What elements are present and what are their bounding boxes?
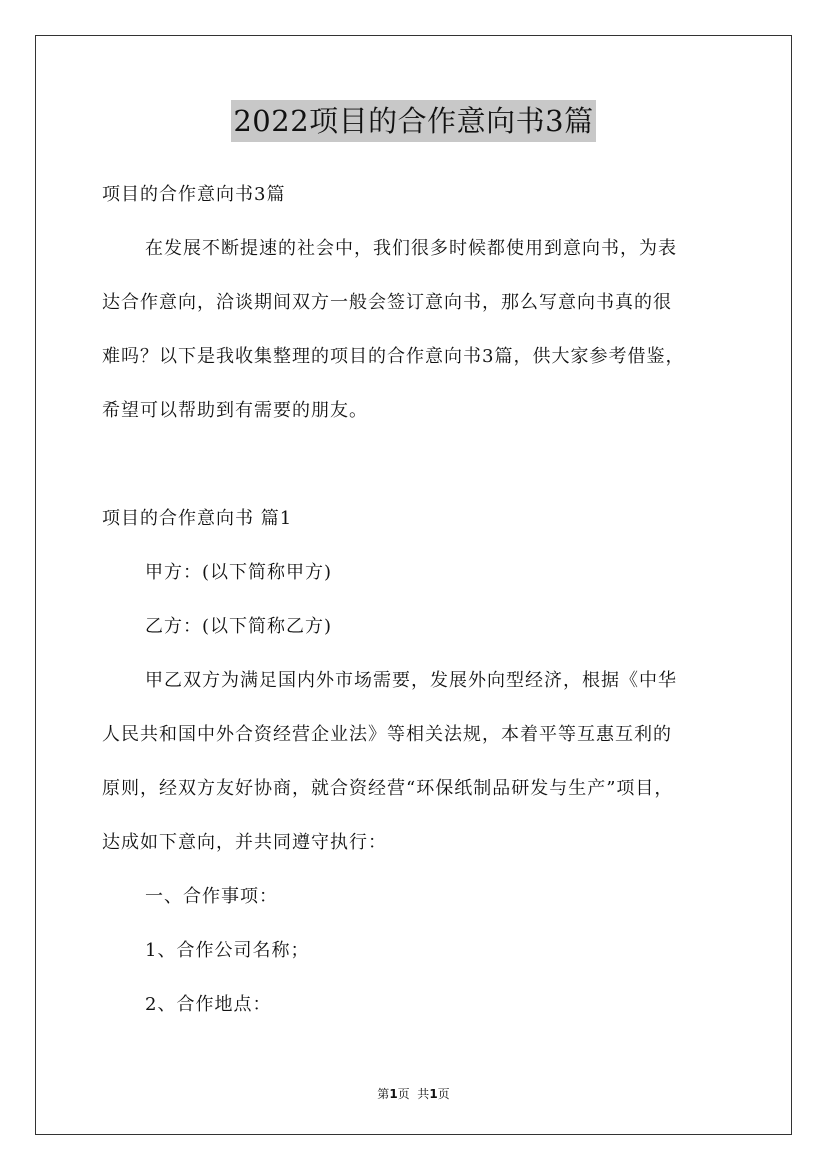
document-subtitle: 项目的合作意向书3篇 [102, 184, 286, 205]
item-heading: 一、合作事项： [145, 886, 278, 907]
body-line-3: 原则，经双方友好协商，就合资经营“环保纸制品研发与生产”项目， [102, 778, 674, 799]
party-b-line: 乙方：(以下简称乙方) [145, 616, 333, 637]
footer-prefix: 第 [377, 1087, 390, 1101]
intro-line-1: 在发展不断提速的社会中，我们很多时候都使用到意向书，为表 [145, 238, 677, 259]
intro-line-2: 达合作意向，洽谈期间双方一般会签订意向书，那么写意向书真的很 [102, 292, 672, 313]
party-a-line: 甲方：(以下简称甲方) [145, 562, 333, 583]
body-line-4: 达成如下意向，并共同遵守执行： [102, 832, 387, 853]
intro-line-4: 希望可以帮助到有需要的朋友。 [102, 400, 368, 421]
item-2: 2、合作地点： [145, 994, 272, 1015]
footer-page-number: 1 [389, 1087, 398, 1101]
body-line-1: 甲乙双方为满足国内外市场需要，发展外向型经济，根据《中华 [145, 670, 677, 691]
section-heading: 项目的合作意向书 篇1 [102, 508, 293, 529]
footer-total-pages: 1 [429, 1087, 438, 1101]
footer-mid: 页 共 [397, 1087, 430, 1101]
item-1: 1、合作公司名称； [145, 940, 310, 961]
document-title: 2022项目的合作意向书3篇 [231, 100, 595, 142]
title-container [0, 100, 827, 142]
footer-suffix: 页 [437, 1087, 450, 1101]
page-footer [0, 1085, 827, 1102]
body-line-2: 人民共和国中外合资经营企业法》等相关法规，本着平等互惠互利的 [102, 724, 672, 745]
intro-line-3: 难吗？以下是我收集整理的项目的合作意向书3篇，供大家参考借鉴， [102, 346, 685, 367]
